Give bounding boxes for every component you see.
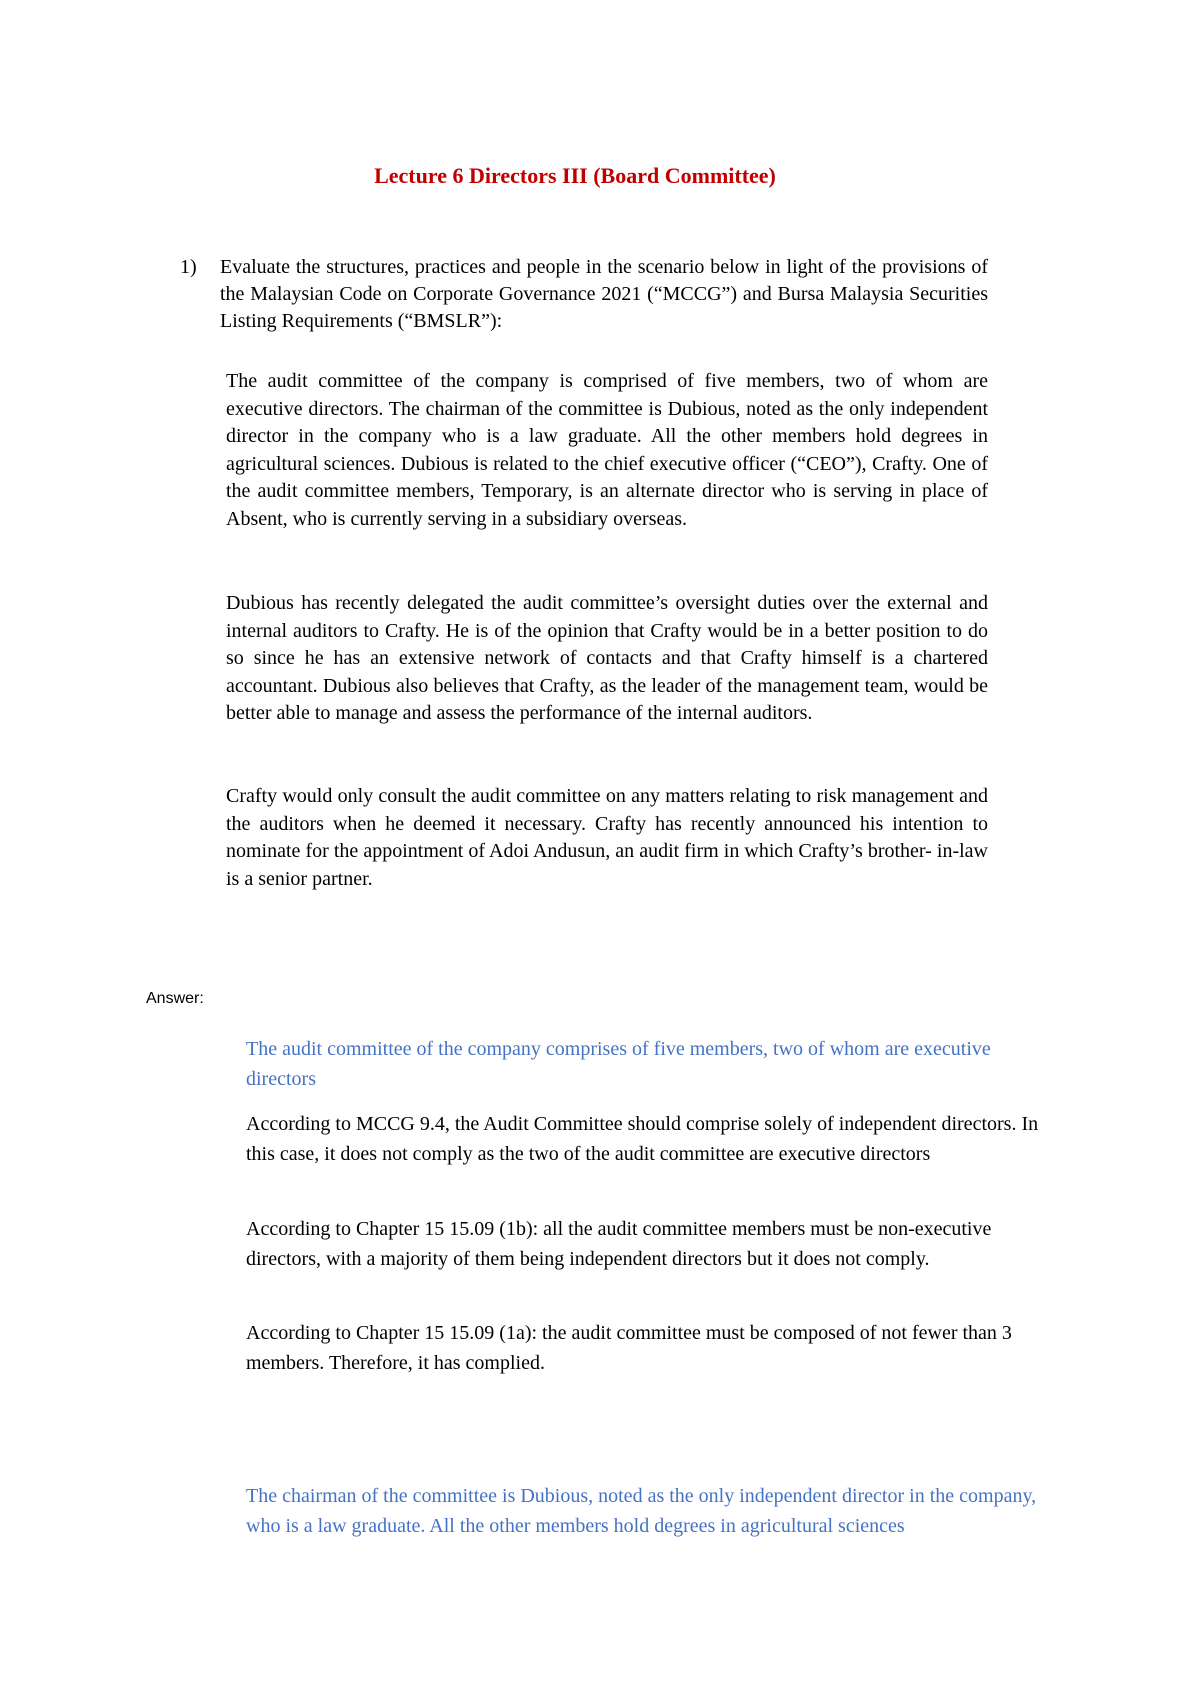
scenario-paragraph-2: Dubious has recently delegated the audit committee’s oversight duties over the external and internal auditors to Crafty. He is of the opinion that Crafty would be in a better position to do so since he has an extensive network of contacts and that Crafty himself is a chartered accountant. Dubious also believes that Crafty, as the leader of the management team, would be better able to manage and assess the performance of the internal auditors.	[226, 592, 988, 724]
answer-paragraph-2: According to Chapter 15 15.09 (1b): all the audit committee members must be non-executive directors, with a majority of them being independent directors but it does not comply.	[246, 1218, 992, 1270]
answer-label: Answer:	[146, 990, 204, 1007]
answer-paragraph-3: According to Chapter 15 15.09 (1a): the audit committee must be composed of not fewer than 3 members. Therefore, it has complied.	[246, 1322, 1012, 1374]
question-1	[180, 254, 988, 335]
answer-paragraph-1: According to MCCG 9.4, the Audit Committee should comprise solely of independent directors. In this case, it does not comply as the two of the audit committee are executive directors	[246, 1113, 1039, 1165]
question-text: Evaluate the structures, practices and people in the scenario below in light of the provisions of the Malaysian Code on Corporate Governance 2021 (“MCCG”) and Bursa Malaysia Securities Listing Requirements (“BMSLR”):	[220, 256, 988, 332]
answer-heading-1: The audit committee of the company comprises of five members, two of whom are executive directors	[246, 1038, 991, 1090]
answer-heading-2: The chairman of the committee is Dubious, noted as the only independent director in the company, who is a law graduate. All the other members hold degrees in agricultural sciences	[246, 1485, 1037, 1537]
scenario-paragraph-3: Crafty would only consult the audit committee on any matters relating to risk management and the auditors when he deemed it necessary. Crafty has recently announced his intention to nominate for the appointment of Adoi Andusun, an audit firm in which Crafty’s brother- in-law is a senior partner.	[226, 785, 988, 890]
question-number: 1)	[180, 256, 197, 278]
page-title: Lecture 6 Directors III (Board Committee)	[374, 163, 776, 188]
scenario-paragraph-1: The audit committee of the company is comprised of five members, two of whom are executive directors. The chairman of the committee is Dubious, noted as the only independent director in the company who is a law graduate. All the other members hold degrees in agricultural sciences. Dubious is related to the chief executive officer (“CEO”), Crafty. One of the audit committee members, Temporary, is an alternate director who is serving in place of Absent, who is currently serving in a subsidiary overseas.	[226, 370, 988, 530]
